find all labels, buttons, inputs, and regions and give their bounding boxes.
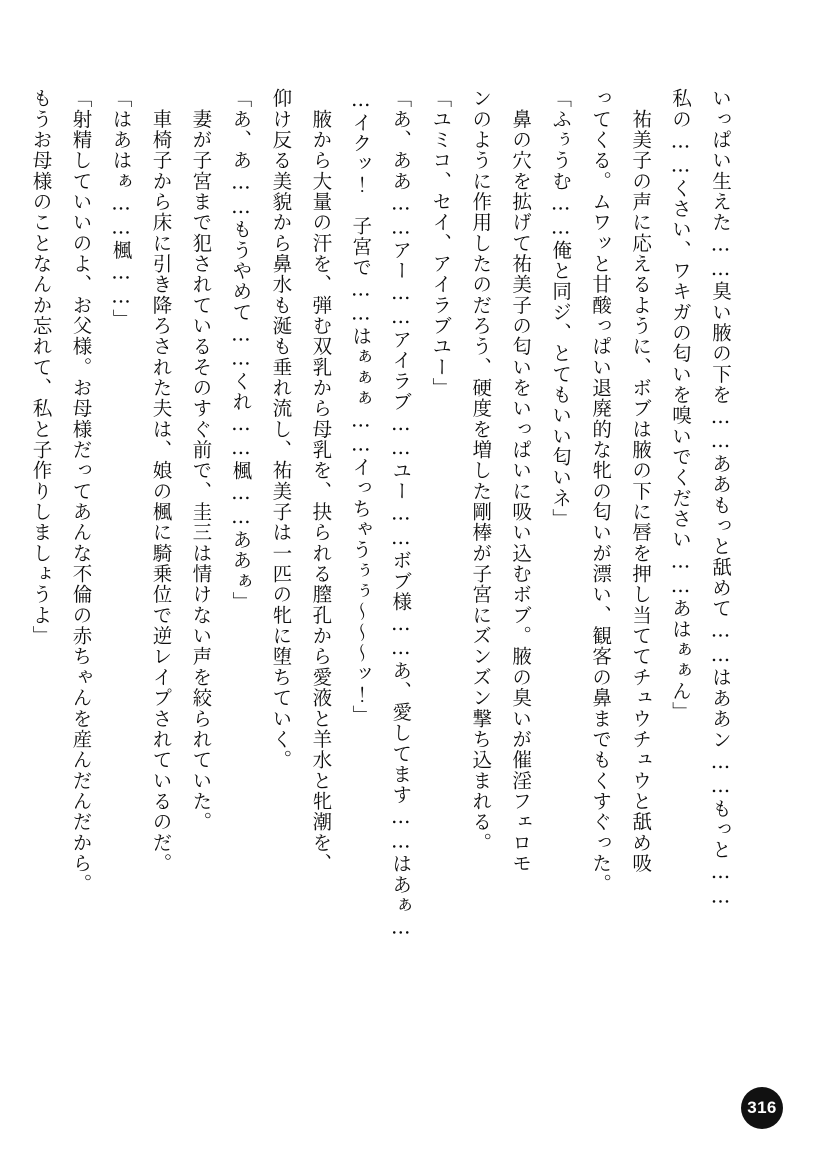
text-line: 「あ、あ……もうやめて……くれ……楓……ああぁ」 bbox=[229, 88, 253, 613]
text-line: ンのように作用したのだろう、硬度を増した剛棒が子宮にズンズン撃ち込まれる。 bbox=[469, 88, 493, 853]
text-line: 鼻の穴を拡げて祐美子の匂いをいっぱいに吸い込むボブ。腋の臭いが催淫フェロモ bbox=[509, 88, 533, 874]
text-line: 「はあはぁ……楓……」 bbox=[109, 88, 133, 330]
text-line: 「ふぅうむ……俺と同ジ、とてもいい匂いネ」 bbox=[549, 88, 573, 530]
text-line: いっぱい生えた……臭い腋の下を……ああもっと舐めて……はああン……もっと…… bbox=[709, 88, 732, 909]
text-line: 私の……くさい、ワキガの匂いを嗅いでください……あはぁぁん」 bbox=[669, 88, 693, 723]
text-line: もうお母様のことなんか忘れて、私と子作りしましょうよ」 bbox=[29, 88, 53, 647]
text-line: 「ユミコ、セイ、アイラブユー」 bbox=[429, 88, 453, 399]
page-number-badge: 316 bbox=[741, 1087, 783, 1129]
text-line: …イクッ！ 子宮で……はぁぁぁ……イっちゃうぅぅ～～～ッ！」 bbox=[349, 88, 373, 726]
text-line: 「射精していいのよ、お父様。お母様だってあんな不倫の赤ちゃんを産んだんだから。 bbox=[69, 88, 93, 895]
text-line: 仰け反る美貌から鼻水も涎も垂れ流し、祐美子は一匹の牝に堕ちていく。 bbox=[269, 88, 293, 771]
text-line: ってくる。ムワッと甘酸っぱい退廃的な牝の匂いが漂い、観客の鼻までもくすぐった。 bbox=[589, 88, 613, 895]
text-line: 腋から大量の汗を、弾む双乳から母乳を、抉られる膣孔から愛液と羊水と牝潮を、 bbox=[309, 88, 333, 874]
text-line: 車椅子から床に引き降ろされた夫は、娘の楓に騎乗位で逆レイプされているのだ。 bbox=[149, 88, 173, 874]
page-body-text bbox=[29, 88, 740, 1008]
text-line: 妻が子宮まで犯されているそのすぐ前で、圭三は情けない声を絞られていた。 bbox=[189, 88, 213, 833]
text-line: 「あ、ああ……アー……アイラブ……ユー……ボブ様……あ、愛してます……はあぁ… bbox=[389, 88, 413, 940]
text-line: 祐美子の声に応えるように、ボブは腋の下に唇を押し当ててチュウチュウと舐め吸 bbox=[629, 88, 653, 874]
